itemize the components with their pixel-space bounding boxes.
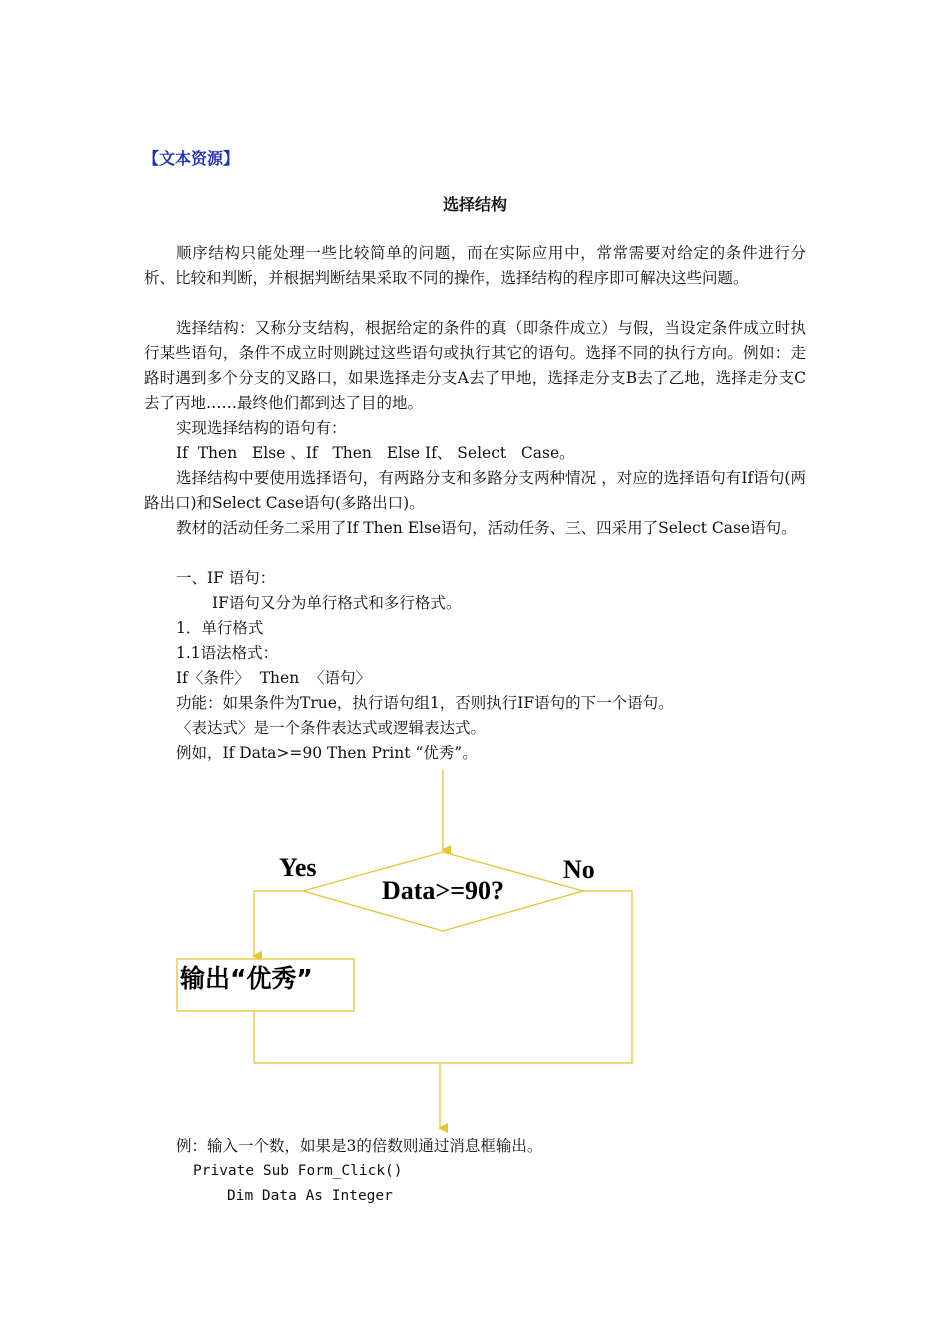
subheading-single-line: 1．单行格式 [176, 619, 264, 637]
paragraph-function: 功能：如果条件为True，执行语句组1，否则执行IF语句的下一个语句。 [176, 694, 674, 712]
paragraph-statements-intro: 实现选择结构的语句有： [176, 419, 347, 437]
if-flowchart [0, 770, 950, 1135]
page-title: 选择结构 [442, 195, 507, 214]
paragraph-statement-list: If Then Else 、If Then Else If、 Select Case。 [176, 444, 575, 462]
paragraph-example: 例如，If Data>=90 Then Print “优秀”。 [176, 744, 478, 762]
syntax-line: If〈条件〉 Then 〈语句〉 [176, 669, 372, 687]
code-line-2: Dim Data As Integer [227, 1188, 393, 1204]
yes-branch-line [254, 891, 303, 956]
subheading-syntax: 1.1语法格式： [176, 644, 279, 662]
paragraph-expression: 〈表达式〉是一个条件表达式或逻辑表达式。 [176, 719, 487, 737]
yes-label: Yes [279, 853, 317, 882]
paragraph-intro: 顺序结构只能处理一些比较简单的问题，而在实际应用中，常常需要对给定的条件进行分析、比较和判断，并根据判断结果采取不同的操作，选择结构的程序即可解决这些问题。 [144, 244, 806, 287]
paragraph-branch-types: 选择结构中要使用选择语句，有两路分支和多路分支两种情况 ，对应的选择语句有If语句(两路出口)和Select Case语句(多路出口)。 [144, 469, 806, 512]
paragraph-if-formats: IF语句又分为单行格式和多行格式。 [212, 594, 462, 612]
no-label: No [563, 855, 595, 884]
output-merge-line [254, 1011, 443, 1063]
paragraph-textbook-tasks: 教材的活动任务二采用了If Then Else语句，活动任务、三、四采用了Select Case语句。 [176, 519, 797, 537]
code-line-1: Private Sub Form_Click() [193, 1163, 403, 1179]
source-tag: 【文本资源】 [143, 149, 240, 168]
condition-label: Data>=90? [381, 876, 505, 905]
section-heading-if: 一、IF 语句： [176, 569, 276, 587]
paragraph-definition: 选择结构：又称分支结构，根据给定的条件的真（即条件成立）与假，当设定条件成立时执行某些语句，条件不成立时则跳过这些语句或执行其它的语句。选择不同的执行方向。例如：走路时遇到多个分支的叉路口，如果选择走分支A去了甲地，选择走分支B去了乙地，选择走分支C去了丙地……最终他们都到达了目的地。 [144, 319, 806, 412]
output-label: 输出“优秀” [180, 964, 313, 993]
paragraph-example-2: 例：输入一个数，如果是3的倍数则通过消息框输出。 [176, 1137, 543, 1155]
